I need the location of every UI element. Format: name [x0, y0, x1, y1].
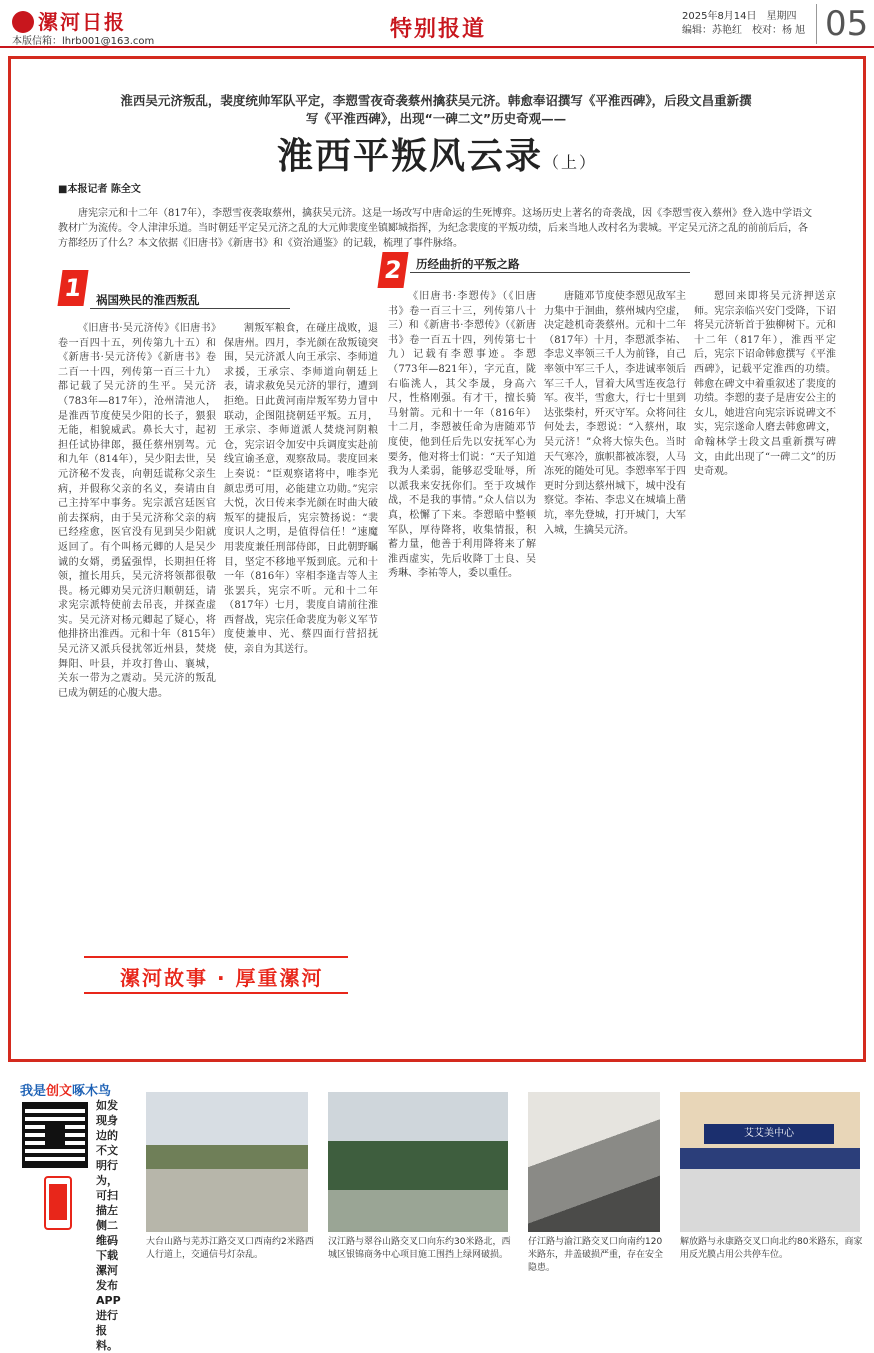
- issue-date: 2025年8月14日: [682, 11, 757, 22]
- article-lead: 唐宪宗元和十二年（817年），李愬雪夜袭取蔡州，擒获吴元济。这是一场改写中唐命运的生死博弈。这场历史上著名的奇袭战，因《李愬雪夜入蔡州》登入选中学语文教材广为流传。令人津津乐道。当时朝廷平定吴元济之乱的大元帅裴度坐镇郾城指挥，为纪念裴度的平叛功绩，后来当地人改村名为裴城。平定吴元济之乱的前前后后，各方都经历了什么？本文依据《旧唐书》《新唐书》和《资治通鉴》的记载，梳理了事件脉络。: [58, 208, 813, 249]
- photo-1: [146, 1092, 308, 1232]
- logo-emblem-icon: [12, 11, 34, 33]
- promo-title: [20, 1080, 111, 1099]
- dateline: [682, 10, 815, 38]
- issue-weekday: 星期四: [766, 11, 797, 22]
- column-banner-text: 漯河故事 · 厚重漯河: [120, 966, 324, 990]
- headline-part: （上）: [543, 153, 598, 172]
- page-number: 05: [816, 4, 868, 44]
- article-byline: ■本报记者 陈全文: [58, 184, 141, 195]
- section-1-title: 祸国殃民的淮西叛乱: [96, 293, 200, 307]
- column-3-text: 《旧唐书·李愬传》（《旧唐书》卷一百三十三，列传第八十三）和《新唐书·李愬传》（《新唐书》卷一百五十四，列传第七十九）记载有李愬事迹。李愬（773年—821年），字元直，陇右临洮人，其父李晟，身高六尺，性格刚强。有才干，擅长骑马射箭。元和十一年（816年）十二月，李愬被任命为唐随邓节度使，他到任后先以安抚军心为要务，他对将士们说：“天子知道我为人柔弱，能够忍受耻辱，所以派我来安抚你们。至于攻城作战，不是我的事情。”众人信以为真，松懈了下来。李愬暗中整顿军队，厚待降将，收集情报，积蓄力量，他善于利用降将来了解淮西虚实，先后收降丁士良、吴秀琳、李祐等人，委以重任。: [388, 291, 536, 580]
- column-4-text: 唐随邓节度使李愬见敌军主力集中于洄曲，蔡州城内空虚，决定趁机奇袭蔡州。元和十二年（817年）十月，李愬派李祐、李忠义率领三千人为前锋，自己率领中军三千人，李进诚率领后军三千人，冒着大风雪连夜急行军。夜半，雪愈大，行七十里到达张柴村，歼灭守军。众将问往何处去，李愬说：“入蔡州，取吴元济！”众将大惊失色。当时天气寒冷，旗帜都被冻裂，人马冻死的随处可见。李愬率军于四更时分到达蔡州城下，城中没有察觉。李祐、李忠义在城墙上凿坑，率先登城，打开城门，大军入城，生擒吴元济。: [544, 291, 686, 536]
- column-banner: [84, 956, 348, 994]
- phone-icon: [44, 1176, 72, 1230]
- masthead: [0, 0, 874, 48]
- contact-email: 本版信箱：lhrb001@163.com: [12, 36, 155, 47]
- section-1-number: 1: [57, 270, 88, 306]
- article-headline: [0, 128, 874, 179]
- photo-2-caption: 汉江路与翠谷山路交叉口向东约30米路北，西城区银锦商务中心项目施工围挡上绿网破损。: [328, 1237, 511, 1260]
- column-1-text: 《旧唐书·吴元济传》《旧唐书》卷一百四十五，列传第九十五）和《新唐书·吴元济传》《新唐书》卷二百一十四，列传第一百三十九）都记载了吴元济的生平。吴元济（783年—817年），沧州清池人，是淮西节度使吴少阳的长子，猥狠无能，相貌威武。鼻长大寸，起初担任试协律郎，摄任蔡州别驾。元和九年（814年），吴少阳去世，吴元济秘不发丧，向朝廷谎称父亲生病，并假称父亲的名义，奏请由自己主持军中事务。宪宗派宫廷医官前去探病，由于吴元济称父亲的病已经痊愈，医官没有见到吴少阳就返回了。有个叫杨元卿的人是吴少诚的女婿，勇猛强悍，长期担任将领，擅长用兵，吴元济将领都很敬畏。杨元卿劝吴元济归顺朝廷，请求宪宗派特使前去吊丧，并探查虚实。吴元济对杨元卿起了疑心，将他排挤出淮西。元和十年（815年）吴元济又派兵侵扰邻近州县，焚烧舞阳、叶县，并攻打鲁山、襄城，关东一带为之震动。吴元济的叛乱已成为朝廷的心腹大患。: [58, 323, 216, 699]
- photo-3: [528, 1092, 660, 1232]
- logo-text: 漯河日报: [38, 10, 126, 34]
- photo-4: [680, 1092, 860, 1232]
- body-column-1: [58, 322, 216, 952]
- promo-title-b: 创文: [46, 1084, 73, 1099]
- promo-title-c: 啄木鸟: [72, 1084, 112, 1099]
- photo-2: [328, 1092, 508, 1232]
- body-column-5: [694, 290, 836, 1036]
- column-2-text: 割叛军粮食，在碰庄战败，退保唐州。四月，李光颜在敌叛镜突围，吴元济派人向王承宗、李师道求援，王承宗、李师道向朝廷上表，请求赦免吴元济的罪行，遭到拒绝。日此黄河南岸叛军势力冒中联动，企图阻挠朝廷平叛。五月，王承宗、李师道派人焚烧河阴粮仓，宪宗诏令加安中兵调度实赴前线宣谕圣意，观察敌局。裴度回来上奏说：“臣观察诸将中，唯李光颜忠勇可用，必能建立功勋。”宪宗大悦，次日传来李光颜在时曲大破叛军的捷报后，宪宗赞扬说：“裴度识人之明，是值得信任！”速魔用裴度兼任刑部侍郎，日此朝野瞩目，坚定不移地平叛到底。元和十一年（816年）宰相李逢吉等人主张罢兵，宪宗不听。元和十二年（817年）七月，裴度自请前往淮西督战，宪宗任命裴度为彰义军节度使兼申、光、蔡四面行营招抚使，亲自为其送行。: [224, 323, 378, 656]
- headline-text: 淮西平叛风云录: [276, 136, 543, 177]
- photo-4-caption: 解放路与永康路交叉口向北约80米路东，商家用反光膜占用公共停车位。: [680, 1237, 863, 1260]
- photo-3-caption: 仔江路与渝江路交叉口向南约120米路东，井盖破损严重，存在安全隐患。: [528, 1237, 664, 1273]
- body-column-3: [388, 290, 536, 1036]
- photo-4-sign: 艾艾美中心: [704, 1124, 834, 1144]
- qr-code-icon[interactable]: [22, 1102, 88, 1168]
- section-1-rule: [90, 308, 290, 309]
- section-title: 特别报道: [390, 17, 487, 42]
- article-deck: 淮西吴元济叛乱，裴度统帅军队平定，李愬雪夜奇袭蔡州擒获吴元济。韩愈奉诏撰写《平淮西碑》，后段文昌重新撰写《平淮西碑》，出现“一碑二文”历史奇观——: [120, 93, 752, 126]
- phone-screen: [49, 1184, 67, 1220]
- promo-title-a: 我是: [20, 1084, 47, 1099]
- promo-text: 如发现身边的不文明行为，可扫描左侧二维码下载漯河发布APP进行报料。: [96, 1099, 121, 1352]
- body-column-2: [224, 322, 378, 950]
- newspaper-logo: [12, 6, 126, 35]
- column-5-text: 愬回来即将吴元济押送京师。宪宗亲临兴安门受降，下诏将吴元济斩首于独柳树下。元和十二年（817年），淮西平定后，宪宗下诏命韩愈撰写《平淮西碑》，记载平定淮西的功绩。韩愈在碑文中着重叙述了裴度的功绩。李愬的妻子是唐安公主的女儿，她进宫向宪宗诉说碑文不实，宪宗遂命人磨去韩愈碑文，命翰林学士段文昌重新撰写碑文，由此出现了“一碑二文”的历史奇观。: [694, 291, 836, 478]
- editor-credit: 编辑：苏艳红: [682, 25, 742, 36]
- photo-1-caption: 大台山路与芜苏江路交叉口西南约2米路西人行道上，交通信号灯杂乱。: [146, 1237, 314, 1260]
- section-2-rule: [410, 272, 690, 273]
- body-column-4: [544, 290, 686, 1036]
- section-2-title: 历经曲折的平叛之路: [416, 257, 520, 271]
- section-2-number: 2: [377, 252, 408, 288]
- proofreader-credit: 校对：杨 旭: [752, 25, 806, 36]
- qr-code-center: [45, 1125, 65, 1145]
